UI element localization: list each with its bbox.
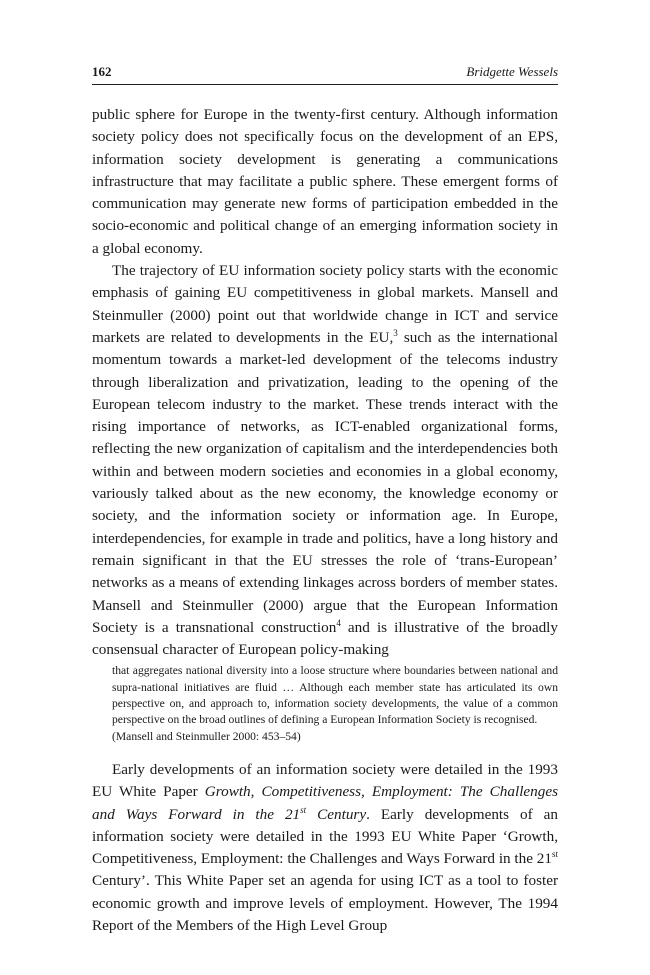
ordinal-superscript: st: [551, 849, 558, 860]
page-number: 162: [92, 64, 112, 79]
quote-citation: (Mansell and Steinmuller 2000: 453–54): [112, 729, 301, 743]
running-head: Bridgette Wessels: [466, 64, 558, 79]
footnote-ref-3[interactable]: 3: [393, 327, 398, 338]
title-superscript: st: [300, 804, 307, 815]
quote-text: that aggregates national diversity into a loose structure where boundaries between national and supra-national initiatives are fluid … Although each member state has articulated its own perspective on, and approach to, information society developments, the value of a common perspective on the broad outlines of defining a European Information Society is recognised.: [112, 664, 558, 727]
page-header: [92, 58, 558, 85]
paragraph-3-text-c: Century’. This White Paper set an agenda for using ICT as a tool to foster economic growth and improve levels of employment. However, The 1994 Report of the Members of the High Level Group: [92, 872, 558, 934]
footnote-ref-4[interactable]: 4: [336, 617, 341, 628]
paragraph-1: public sphere for Europe in the twenty-first century. Although information society policy does not specifically focus on the development of an EPS, information society development is generating a communications infrastructure that may facilitate a public sphere. These emergent forms of communication may generate new forms of participation embedded in the socio-economic and political change of an emerging information society in a global economy.: [92, 106, 558, 257]
paragraph-spacer: [92, 751, 558, 759]
block-quote: [112, 663, 558, 744]
white-paper-title-a: Growth, Competitiveness, Employment: The Challenges and Ways Forward in the 21: [92, 783, 559, 823]
white-paper-title-b: Century: [306, 805, 367, 823]
paragraph-3-text-a: Early developments of an information society were detailed in the 1993 EU White Paper: [92, 760, 558, 801]
body-text: [92, 104, 558, 937]
paragraph-2-text-b: such as the international momentum towards a market-led development of the telecoms industry through liberalization and privatization, leading to the opening of the European telecom industry to the market. These trends interact with the rising importance of networks, as ICT-enabled organizational forms, reflecting the new organization of capitalism and the interdependencies both within and between modern societies and economies in a global economy, variously talked about as the new economy, the knowledge economy or society, and the information society or information age. In Europe, interdependencies, for example in trade and politics, have a long history and remain significant in that the EU stresses the role of ‘trans-European’ networks as a means of extending linkages across borders of member states. Mansell and Steinmuller (2000) argue that the European Information Society is a transnational construction: [92, 328, 558, 636]
paragraph-2: [92, 260, 558, 661]
paragraph-2-text-c: and is illustrative of the broadly consensual character of European policy-making: [92, 618, 558, 659]
paragraph-3: [92, 759, 558, 937]
paragraph-2-text-a: The trajectory of EU information society policy starts with the economic emphasis of gaining EU competitiveness in global markets. Mansell and Steinmuller (2000) point out that worldwide change in ICT and service markets are related to developments in the EU,: [92, 262, 558, 346]
paragraph-3-text-b: . Early developments of an information society were detailed in the 1993 EU White Paper ‘Growth, Competitiveness, Employment: the Challenges and Ways Forward in the 21: [92, 805, 558, 868]
